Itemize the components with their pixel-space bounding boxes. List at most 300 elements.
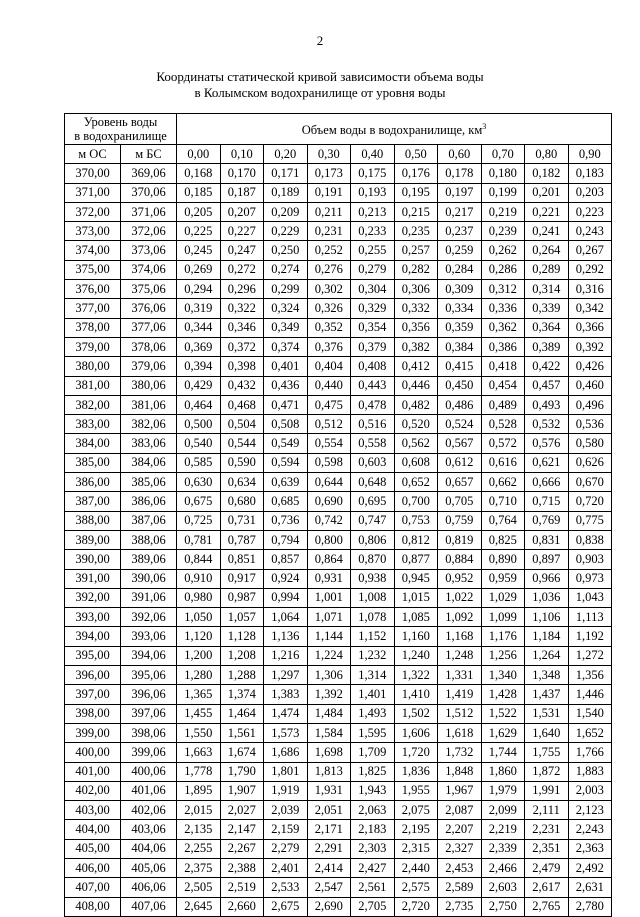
volume-cell: 1,883 <box>568 762 612 781</box>
level-bc-cell: 377,06 <box>121 318 177 337</box>
volume-cell: 0,695 <box>351 492 395 511</box>
subheader-row <box>65 145 612 164</box>
volume-cell: 1,663 <box>177 743 221 762</box>
volume-cell: 0,710 <box>481 492 525 511</box>
volume-cell: 0,938 <box>351 569 395 588</box>
volume-cell: 0,742 <box>307 511 351 530</box>
level-oc-cell: 396,00 <box>65 666 121 685</box>
volume-cell: 0,354 <box>351 318 395 337</box>
document-title <box>0 69 640 101</box>
volume-cell: 0,376 <box>307 337 351 356</box>
volume-cell: 0,401 <box>264 357 308 376</box>
level-oc-cell: 393,00 <box>65 608 121 627</box>
volume-cell: 0,259 <box>438 241 482 260</box>
level-bc-cell: 384,06 <box>121 453 177 472</box>
volume-cell: 0,662 <box>481 473 525 492</box>
volume-cell: 2,505 <box>177 878 221 897</box>
level-bc-cell: 389,06 <box>121 550 177 569</box>
table-row <box>65 627 612 646</box>
volume-cell: 1,455 <box>177 704 221 723</box>
level-bc-cell: 371,06 <box>121 202 177 221</box>
volume-cell: 0,626 <box>568 453 612 472</box>
volume-cell: 1,755 <box>525 743 569 762</box>
table-row <box>65 530 612 549</box>
volume-cell: 0,831 <box>525 530 569 549</box>
level-oc-cell: 391,00 <box>65 569 121 588</box>
level-bc-cell: 369,06 <box>121 164 177 183</box>
level-oc-cell: 406,00 <box>65 858 121 877</box>
volume-cell: 0,562 <box>394 434 438 453</box>
volume-cell: 0,276 <box>307 260 351 279</box>
volume-cell: 0,262 <box>481 241 525 260</box>
volume-cell: 0,183 <box>568 164 612 183</box>
volume-cell: 0,987 <box>220 588 264 607</box>
volume-cell: 2,720 <box>394 897 438 916</box>
level-oc-cell: 387,00 <box>65 492 121 511</box>
table-row <box>65 801 612 820</box>
volume-cell: 1,288 <box>220 666 264 685</box>
volume-cell: 2,780 <box>568 897 612 916</box>
volume-cell: 2,159 <box>264 820 308 839</box>
volume-cell: 0,197 <box>438 183 482 202</box>
volume-cell: 0,897 <box>525 550 569 569</box>
table-row <box>65 897 612 916</box>
level-oc-cell: 404,00 <box>65 820 121 839</box>
volume-cell: 0,372 <box>220 337 264 356</box>
volume-cell: 2,466 <box>481 858 525 877</box>
volume-cell: 1,078 <box>351 608 395 627</box>
volume-cell: 2,171 <box>307 820 351 839</box>
volume-cell: 0,794 <box>264 530 308 549</box>
volume-cell: 2,183 <box>351 820 395 839</box>
volume-cell: 0,392 <box>568 337 612 356</box>
volume-cell: 0,890 <box>481 550 525 569</box>
volume-cell: 1,176 <box>481 627 525 646</box>
volume-cell: 2,087 <box>438 801 482 820</box>
level-oc-cell: 395,00 <box>65 646 121 665</box>
level-bc-cell: 390,06 <box>121 569 177 588</box>
volume-cell: 0,429 <box>177 376 221 395</box>
level-oc-cell: 380,00 <box>65 357 121 376</box>
level-bc-cell: 406,06 <box>121 878 177 897</box>
volume-cell: 1,240 <box>394 646 438 665</box>
volume-cell: 0,747 <box>351 511 395 530</box>
volume-cell: 2,750 <box>481 897 525 916</box>
volume-cell: 0,775 <box>568 511 612 530</box>
volume-cell: 0,264 <box>525 241 569 260</box>
volume-cell: 0,608 <box>394 453 438 472</box>
volume-cell: 0,590 <box>220 453 264 472</box>
volume-cell: 1,943 <box>351 781 395 800</box>
volume-cell: 1,374 <box>220 685 264 704</box>
volume-cell: 2,479 <box>525 858 569 877</box>
level-oc-cell: 402,00 <box>65 781 121 800</box>
volume-cell: 0,536 <box>568 415 612 434</box>
volume-cell: 0,418 <box>481 357 525 376</box>
volume-cell: 0,725 <box>177 511 221 530</box>
header-row <box>65 114 612 145</box>
volume-cell: 1,064 <box>264 608 308 627</box>
volume-cell: 0,475 <box>307 395 351 414</box>
volume-cell: 1,256 <box>481 646 525 665</box>
table-row <box>65 743 612 762</box>
header-level-line-2: в водохранилище <box>74 129 167 143</box>
volume-cell: 0,352 <box>307 318 351 337</box>
table-row <box>65 202 612 221</box>
subheader-increment: 0,60 <box>438 145 482 164</box>
volume-cell: 2,645 <box>177 897 221 916</box>
level-bc-cell: 391,06 <box>121 588 177 607</box>
volume-cell: 0,195 <box>394 183 438 202</box>
title-line-2: в Колымском водохранилище от уровня воды <box>194 85 446 100</box>
level-oc-cell: 392,00 <box>65 588 121 607</box>
table-row <box>65 183 612 202</box>
table-row <box>65 723 612 742</box>
volume-cell: 0,952 <box>438 569 482 588</box>
volume-cell: 1,029 <box>481 588 525 607</box>
volume-cell: 0,185 <box>177 183 221 202</box>
volume-cell: 2,427 <box>351 858 395 877</box>
volume-cell: 0,394 <box>177 357 221 376</box>
volume-cell: 1,618 <box>438 723 482 742</box>
table-row <box>65 588 612 607</box>
table-row <box>65 280 612 299</box>
volume-cell: 0,980 <box>177 588 221 607</box>
volume-cell: 0,657 <box>438 473 482 492</box>
volume-cell: 1,383 <box>264 685 308 704</box>
volume-cell: 0,404 <box>307 357 351 376</box>
level-bc-cell: 395,06 <box>121 666 177 685</box>
volume-cell: 2,675 <box>264 897 308 916</box>
volume-cell: 1,561 <box>220 723 264 742</box>
volume-cell: 0,187 <box>220 183 264 202</box>
volume-cell: 0,304 <box>351 280 395 299</box>
volume-cell: 0,966 <box>525 569 569 588</box>
volume-cell: 2,267 <box>220 839 264 858</box>
volume-cell: 1,340 <box>481 666 525 685</box>
volume-cell: 0,217 <box>438 202 482 221</box>
volume-cell: 0,191 <box>307 183 351 202</box>
volume-cell: 1,113 <box>568 608 612 627</box>
volume-cell: 2,690 <box>307 897 351 916</box>
volume-cell: 1,895 <box>177 781 221 800</box>
volume-cell: 0,877 <box>394 550 438 569</box>
volume-cell: 0,384 <box>438 337 482 356</box>
table-row <box>65 704 612 723</box>
volume-cell: 0,211 <box>307 202 351 221</box>
table-row <box>65 318 612 337</box>
table-row <box>65 299 612 318</box>
volume-cell: 2,388 <box>220 858 264 877</box>
level-oc-cell: 371,00 <box>65 183 121 202</box>
volume-cell: 2,195 <box>394 820 438 839</box>
volume-cell: 0,324 <box>264 299 308 318</box>
table-row <box>65 550 612 569</box>
table-row <box>65 685 612 704</box>
volume-cell: 2,111 <box>525 801 569 820</box>
volume-cell: 0,171 <box>264 164 308 183</box>
volume-cell: 1,991 <box>525 781 569 800</box>
volume-cell: 0,454 <box>481 376 525 395</box>
level-bc-cell: 398,06 <box>121 723 177 742</box>
volume-cell: 2,589 <box>438 878 482 897</box>
volume-cell: 0,199 <box>481 183 525 202</box>
volume-cell: 1,640 <box>525 723 569 742</box>
level-bc-cell: 394,06 <box>121 646 177 665</box>
volume-cell: 0,292 <box>568 260 612 279</box>
level-bc-cell: 401,06 <box>121 781 177 800</box>
volume-cell: 0,781 <box>177 530 221 549</box>
volume-cell: 0,336 <box>481 299 525 318</box>
volume-cell: 1,955 <box>394 781 438 800</box>
volume-cell: 0,316 <box>568 280 612 299</box>
volume-cell: 2,075 <box>394 801 438 820</box>
volume-cell: 1,437 <box>525 685 569 704</box>
volume-cell: 0,289 <box>525 260 569 279</box>
volume-cell: 2,561 <box>351 878 395 897</box>
volume-cell: 1,502 <box>394 704 438 723</box>
volume-cell: 2,015 <box>177 801 221 820</box>
subheader-increment: 0,90 <box>568 145 612 164</box>
volume-cell: 2,547 <box>307 878 351 897</box>
volume-cell: 2,291 <box>307 839 351 858</box>
volume-cell: 0,299 <box>264 280 308 299</box>
volume-cell: 2,063 <box>351 801 395 820</box>
volume-cell: 0,168 <box>177 164 221 183</box>
level-bc-cell: 375,06 <box>121 280 177 299</box>
volume-cell: 1,540 <box>568 704 612 723</box>
volume-cell: 0,715 <box>525 492 569 511</box>
volume-cell: 0,332 <box>394 299 438 318</box>
volume-cell: 0,457 <box>525 376 569 395</box>
table-row <box>65 453 612 472</box>
volume-cell: 0,603 <box>351 453 395 472</box>
volume-cell: 0,493 <box>525 395 569 414</box>
volume-cell: 0,652 <box>394 473 438 492</box>
volume-cell: 0,245 <box>177 241 221 260</box>
volume-cell: 0,209 <box>264 202 308 221</box>
volume-cell: 0,973 <box>568 569 612 588</box>
level-oc-cell: 405,00 <box>65 839 121 858</box>
volume-cell: 0,443 <box>351 376 395 395</box>
volume-cell: 0,178 <box>438 164 482 183</box>
volume-cell: 1,306 <box>307 666 351 685</box>
volume-cell: 1,001 <box>307 588 351 607</box>
volume-cell: 0,306 <box>394 280 438 299</box>
volume-cell: 0,720 <box>568 492 612 511</box>
volume-cell: 0,621 <box>525 453 569 472</box>
table-row <box>65 646 612 665</box>
level-bc-cell: 374,06 <box>121 260 177 279</box>
volume-cell: 1,428 <box>481 685 525 704</box>
volume-cell: 1,686 <box>264 743 308 762</box>
volume-cell: 0,243 <box>568 222 612 241</box>
volume-cell: 0,496 <box>568 395 612 414</box>
subheader-increment: 0,50 <box>394 145 438 164</box>
volume-cell: 2,603 <box>481 878 525 897</box>
volume-cell: 0,931 <box>307 569 351 588</box>
volume-cell: 1,216 <box>264 646 308 665</box>
volume-cell: 0,486 <box>438 395 482 414</box>
volume-cell: 1,709 <box>351 743 395 762</box>
level-oc-cell: 374,00 <box>65 241 121 260</box>
volume-cell: 0,272 <box>220 260 264 279</box>
volume-cell: 0,851 <box>220 550 264 569</box>
volume-cell: 0,585 <box>177 453 221 472</box>
volume-cell: 1,232 <box>351 646 395 665</box>
table-row <box>65 492 612 511</box>
volume-cell: 1,331 <box>438 666 482 685</box>
volume-cell: 0,344 <box>177 318 221 337</box>
level-bc-cell: 372,06 <box>121 222 177 241</box>
volume-cell: 0,478 <box>351 395 395 414</box>
volume-cell: 2,440 <box>394 858 438 877</box>
volume-cell: 1,152 <box>351 627 395 646</box>
volume-cell: 0,322 <box>220 299 264 318</box>
volume-level-table <box>64 113 612 917</box>
volume-cell: 0,176 <box>394 164 438 183</box>
level-oc-cell: 379,00 <box>65 337 121 356</box>
volume-cell: 2,453 <box>438 858 482 877</box>
volume-cell: 0,446 <box>394 376 438 395</box>
level-oc-cell: 408,00 <box>65 897 121 916</box>
table-row <box>65 473 612 492</box>
volume-cell: 1,801 <box>264 762 308 781</box>
volume-cell: 2,003 <box>568 781 612 800</box>
subheader-increment: 0,00 <box>177 145 221 164</box>
subheader-oc: м ОС <box>65 145 121 164</box>
volume-cell: 0,554 <box>307 434 351 453</box>
volume-cell: 0,398 <box>220 357 264 376</box>
table-row <box>65 666 612 685</box>
volume-cell: 0,309 <box>438 280 482 299</box>
level-oc-cell: 381,00 <box>65 376 121 395</box>
volume-cell: 1,092 <box>438 608 482 627</box>
volume-cell: 1,208 <box>220 646 264 665</box>
level-bc-cell: 397,06 <box>121 704 177 723</box>
volume-cell: 2,660 <box>220 897 264 916</box>
volume-cell: 0,221 <box>525 202 569 221</box>
volume-cell: 0,247 <box>220 241 264 260</box>
volume-cell: 0,282 <box>394 260 438 279</box>
volume-cell: 1,872 <box>525 762 569 781</box>
volume-cell: 0,528 <box>481 415 525 434</box>
volume-cell: 0,374 <box>264 337 308 356</box>
volume-cell: 1,264 <box>525 646 569 665</box>
table-header <box>65 114 612 164</box>
level-oc-cell: 400,00 <box>65 743 121 762</box>
volume-cell: 1,836 <box>394 762 438 781</box>
level-oc-cell: 397,00 <box>65 685 121 704</box>
level-oc-cell: 390,00 <box>65 550 121 569</box>
subheader-increment: 0,10 <box>220 145 264 164</box>
level-bc-cell: 378,06 <box>121 337 177 356</box>
subheader-increment: 0,80 <box>525 145 569 164</box>
table-row <box>65 395 612 414</box>
volume-cell: 0,616 <box>481 453 525 472</box>
volume-cell: 0,257 <box>394 241 438 260</box>
volume-cell: 0,630 <box>177 473 221 492</box>
volume-cell: 1,967 <box>438 781 482 800</box>
volume-cell: 0,436 <box>264 376 308 395</box>
volume-cell: 0,680 <box>220 492 264 511</box>
volume-cell: 1,907 <box>220 781 264 800</box>
volume-cell: 0,382 <box>394 337 438 356</box>
level-oc-cell: 394,00 <box>65 627 121 646</box>
volume-cell: 2,039 <box>264 801 308 820</box>
volume-cell: 1,015 <box>394 588 438 607</box>
volume-cell: 1,136 <box>264 627 308 646</box>
level-bc-cell: 385,06 <box>121 473 177 492</box>
volume-cell: 1,595 <box>351 723 395 742</box>
volume-cell: 0,903 <box>568 550 612 569</box>
table-row <box>65 260 612 279</box>
volume-cell: 1,573 <box>264 723 308 742</box>
level-oc-cell: 398,00 <box>65 704 121 723</box>
volume-cell: 0,339 <box>525 299 569 318</box>
volume-cell: 0,468 <box>220 395 264 414</box>
volume-cell: 0,193 <box>351 183 395 202</box>
volume-cell: 0,800 <box>307 530 351 549</box>
volume-cell: 1,036 <box>525 588 569 607</box>
volume-cell: 0,540 <box>177 434 221 453</box>
volume-cell: 0,558 <box>351 434 395 453</box>
level-bc-cell: 381,06 <box>121 395 177 414</box>
level-oc-cell: 383,00 <box>65 415 121 434</box>
volume-cell: 1,931 <box>307 781 351 800</box>
volume-cell: 0,825 <box>481 530 525 549</box>
volume-cell: 1,848 <box>438 762 482 781</box>
subheader-bc: м БС <box>121 145 177 164</box>
volume-cell: 0,312 <box>481 280 525 299</box>
volume-cell: 1,512 <box>438 704 482 723</box>
volume-cell: 0,237 <box>438 222 482 241</box>
volume-cell: 1,493 <box>351 704 395 723</box>
volume-cell: 1,419 <box>438 685 482 704</box>
volume-cell: 2,735 <box>438 897 482 916</box>
volume-cell: 2,492 <box>568 858 612 877</box>
volume-cell: 1,365 <box>177 685 221 704</box>
table-row <box>65 337 612 356</box>
level-oc-cell: 382,00 <box>65 395 121 414</box>
volume-cell: 0,189 <box>264 183 308 202</box>
volume-cell: 1,484 <box>307 704 351 723</box>
volume-cell: 1,022 <box>438 588 482 607</box>
level-bc-cell: 386,06 <box>121 492 177 511</box>
level-bc-cell: 393,06 <box>121 627 177 646</box>
volume-cell: 0,482 <box>394 395 438 414</box>
level-bc-cell: 400,06 <box>121 762 177 781</box>
volume-cell: 0,225 <box>177 222 221 241</box>
volume-cell: 0,612 <box>438 453 482 472</box>
volume-cell: 0,675 <box>177 492 221 511</box>
volume-cell: 1,979 <box>481 781 525 800</box>
volume-cell: 2,219 <box>481 820 525 839</box>
level-oc-cell: 403,00 <box>65 801 121 820</box>
volume-cell: 0,241 <box>525 222 569 241</box>
volume-cell: 0,250 <box>264 241 308 260</box>
volume-cell: 0,567 <box>438 434 482 453</box>
volume-cell: 0,422 <box>525 357 569 376</box>
volume-cell: 0,205 <box>177 202 221 221</box>
volume-cell: 0,759 <box>438 511 482 530</box>
volume-cell: 0,806 <box>351 530 395 549</box>
volume-cell: 0,924 <box>264 569 308 588</box>
volume-cell: 0,229 <box>264 222 308 241</box>
level-oc-cell: 373,00 <box>65 222 121 241</box>
volume-cell: 0,524 <box>438 415 482 434</box>
volume-cell: 1,120 <box>177 627 221 646</box>
